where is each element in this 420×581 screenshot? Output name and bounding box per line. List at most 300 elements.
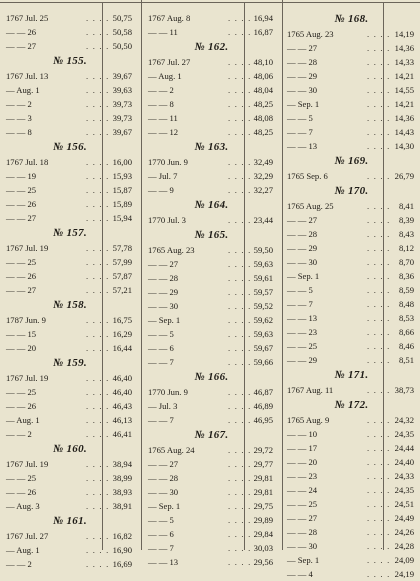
date-cell: — — 26 bbox=[6, 27, 37, 37]
dot-leaders: . . . . bbox=[86, 41, 110, 51]
date-cell: 1767 Jul. 19 bbox=[6, 243, 49, 253]
value-cell: 8,53 bbox=[398, 313, 414, 323]
dot-leaders: . . . . bbox=[228, 515, 252, 525]
date-cell: — — 28 bbox=[287, 527, 318, 537]
date-cell: 1767 Jul. 27 bbox=[148, 57, 191, 67]
dot-leaders: . . . . bbox=[86, 99, 110, 109]
date-cell: — — 3 bbox=[6, 113, 32, 123]
table-row bbox=[142, 327, 281, 341]
dot-leaders: . . . . bbox=[228, 215, 252, 225]
date-cell: — — 30 bbox=[148, 487, 179, 497]
table-row bbox=[142, 111, 281, 125]
dot-leaders: . . . . bbox=[367, 541, 391, 551]
dot-leaders: . . . . bbox=[367, 85, 391, 95]
date-cell: — — 4 bbox=[287, 569, 313, 579]
date-cell: — — 7 bbox=[148, 543, 174, 553]
table-row bbox=[283, 111, 420, 125]
date-cell: 1770 Jul. 3 bbox=[148, 215, 186, 225]
dot-leaders: . . . . bbox=[367, 299, 391, 309]
dot-leaders: . . . . bbox=[86, 157, 110, 167]
dot-leaders: . . . . bbox=[86, 199, 110, 209]
table-row bbox=[142, 243, 281, 257]
column-1 bbox=[0, 0, 140, 569]
series-number-heading: № 158. bbox=[53, 299, 87, 311]
column-2 bbox=[141, 0, 281, 567]
table-row bbox=[142, 499, 281, 513]
value-cell: 14,21 bbox=[394, 99, 414, 109]
value-cell: 24,51 bbox=[394, 499, 414, 509]
table-row bbox=[142, 69, 281, 83]
dot-leaders: . . . . bbox=[86, 315, 110, 325]
date-cell: — — 30 bbox=[287, 541, 318, 551]
value-cell: 50,75 bbox=[112, 13, 132, 23]
value-cell: 14,55 bbox=[394, 85, 414, 95]
table-row bbox=[142, 257, 281, 271]
table-row bbox=[142, 385, 281, 399]
dot-leaders: . . . . bbox=[367, 201, 391, 211]
date-cell: — — 29 bbox=[287, 243, 318, 253]
series-number-heading: № 159. bbox=[53, 357, 87, 369]
table-row bbox=[142, 11, 281, 25]
date-cell: — Aug. 1 bbox=[6, 415, 40, 425]
date-cell: — — 30 bbox=[287, 257, 318, 267]
series-number-heading: № 169. bbox=[334, 155, 369, 167]
value-cell: 46,13 bbox=[112, 415, 132, 425]
date-cell: — Sep. 1 bbox=[287, 271, 320, 281]
dot-leaders: . . . . bbox=[367, 415, 391, 425]
table-row bbox=[0, 529, 140, 543]
value-cell: 24,33 bbox=[394, 471, 414, 481]
table-row bbox=[0, 327, 140, 341]
dot-leaders: . . . . bbox=[367, 215, 391, 225]
dot-leaders: . . . . bbox=[228, 473, 252, 483]
date-cell: — — 29 bbox=[287, 355, 318, 365]
dot-leaders: . . . . bbox=[86, 127, 110, 137]
dot-leaders: . . . . bbox=[228, 301, 252, 311]
value-cell: 8,39 bbox=[398, 215, 414, 225]
table-row bbox=[0, 385, 140, 399]
column-3 bbox=[282, 0, 420, 579]
table-row bbox=[142, 125, 281, 139]
dot-leaders: . . . . bbox=[367, 471, 391, 481]
value-cell: 8,12 bbox=[398, 243, 414, 253]
series-number-heading: № 170. bbox=[334, 185, 369, 197]
date-cell: 1765 Aug. 25 bbox=[287, 201, 334, 211]
dot-leaders: . . . . bbox=[86, 329, 110, 339]
series-number-heading: № 168. bbox=[334, 13, 369, 25]
dot-leaders: . . . . bbox=[228, 185, 252, 195]
value-cell: 24,35 bbox=[394, 485, 414, 495]
dot-leaders: . . . . bbox=[228, 85, 252, 95]
dot-leaders: . . . . bbox=[228, 315, 252, 325]
date-cell: 1767 Jul. 18 bbox=[6, 157, 49, 167]
date-cell: — — 27 bbox=[287, 43, 318, 53]
dot-leaders: . . . . bbox=[228, 445, 252, 455]
value-cell: 39,73 bbox=[112, 99, 132, 109]
dot-leaders: . . . . bbox=[367, 285, 391, 295]
table-row bbox=[0, 211, 140, 225]
series-number-heading: № 160. bbox=[53, 443, 87, 455]
table-row bbox=[283, 469, 420, 483]
value-cell: 59,66 bbox=[253, 357, 273, 367]
date-cell: 1765 Aug. 23 bbox=[148, 245, 195, 255]
dot-leaders: . . . . bbox=[86, 415, 110, 425]
date-cell: — — 10 bbox=[287, 429, 318, 439]
dot-leaders: . . . . bbox=[86, 271, 110, 281]
value-cell: 38,91 bbox=[112, 501, 132, 511]
dot-leaders: . . . . bbox=[367, 327, 391, 337]
dot-leaders: . . . . bbox=[367, 43, 391, 53]
date-cell: — — 2 bbox=[6, 429, 32, 439]
value-cell: 24,35 bbox=[394, 429, 414, 439]
table-row bbox=[142, 271, 281, 285]
value-cell: 29,89 bbox=[253, 515, 273, 525]
dot-leaders: . . . . bbox=[228, 157, 252, 167]
table-row bbox=[142, 55, 281, 69]
dot-leaders: . . . . bbox=[86, 501, 110, 511]
date-cell: — — 28 bbox=[287, 57, 318, 67]
table-row bbox=[142, 299, 281, 313]
date-cell: — — 6 bbox=[148, 529, 174, 539]
date-cell: — — 27 bbox=[148, 259, 179, 269]
value-cell: 14,43 bbox=[394, 127, 414, 137]
value-cell: 32,29 bbox=[253, 171, 273, 181]
table-row bbox=[0, 255, 140, 269]
date-cell: — — 27 bbox=[6, 285, 37, 295]
series-number-heading: № 167. bbox=[194, 429, 229, 441]
value-cell: 15,94 bbox=[112, 213, 132, 223]
table-row bbox=[283, 497, 420, 511]
value-cell: 46,40 bbox=[112, 373, 132, 383]
table-row bbox=[283, 427, 420, 441]
table-row bbox=[283, 55, 420, 69]
value-cell: 59,62 bbox=[253, 315, 273, 325]
value-cell: 48,08 bbox=[253, 113, 273, 123]
date-cell: — Sep. 1 bbox=[148, 315, 181, 325]
value-cell: 46,89 bbox=[253, 401, 273, 411]
value-cell: 16,75 bbox=[112, 315, 132, 325]
dot-leaders: . . . . bbox=[228, 127, 252, 137]
table-row bbox=[142, 457, 281, 471]
dot-leaders: . . . . bbox=[228, 259, 252, 269]
date-cell: — — 27 bbox=[148, 459, 179, 469]
date-cell: — — 17 bbox=[287, 443, 318, 453]
table-row bbox=[283, 269, 420, 283]
value-cell: 26,79 bbox=[394, 171, 414, 181]
table-row bbox=[0, 485, 140, 499]
value-cell: 46,40 bbox=[112, 387, 132, 397]
dot-leaders: . . . . bbox=[86, 545, 110, 555]
date-cell: — — 30 bbox=[148, 301, 179, 311]
value-cell: 29,75 bbox=[253, 501, 273, 511]
date-cell: — — 26 bbox=[6, 401, 37, 411]
table-row bbox=[142, 155, 281, 169]
date-cell: — — 23 bbox=[287, 471, 318, 481]
value-cell: 8,43 bbox=[398, 229, 414, 239]
table-row bbox=[283, 139, 420, 153]
date-cell: — Jul. 7 bbox=[148, 171, 178, 181]
date-cell: — — 13 bbox=[148, 557, 179, 567]
date-cell: — — 28 bbox=[148, 273, 179, 283]
dot-leaders: . . . . bbox=[367, 99, 391, 109]
value-cell: 16,69 bbox=[112, 559, 132, 569]
dot-leaders: . . . . bbox=[86, 487, 110, 497]
dot-leaders: . . . . bbox=[86, 171, 110, 181]
table-row bbox=[0, 399, 140, 413]
value-cell: 46,95 bbox=[253, 415, 273, 425]
value-cell: 38,94 bbox=[112, 459, 132, 469]
table-row bbox=[0, 471, 140, 485]
date-cell: — — 26 bbox=[6, 271, 37, 281]
date-cell: — — 15 bbox=[6, 329, 37, 339]
value-cell: 59,57 bbox=[253, 287, 273, 297]
dot-leaders: . . . . bbox=[367, 141, 391, 151]
dot-leaders: . . . . bbox=[367, 429, 391, 439]
table-row bbox=[0, 155, 140, 169]
value-cell: 29,56 bbox=[253, 557, 273, 567]
dot-leaders: . . . . bbox=[86, 113, 110, 123]
table-row bbox=[283, 69, 420, 83]
series-number-heading: № 166. bbox=[194, 371, 229, 383]
value-cell: 24,49 bbox=[394, 513, 414, 523]
table-row bbox=[142, 443, 281, 457]
value-cell: 8,36 bbox=[398, 271, 414, 281]
value-cell: 15,89 bbox=[112, 199, 132, 209]
value-cell: 14,36 bbox=[394, 43, 414, 53]
date-cell: — — 2 bbox=[148, 85, 174, 95]
date-cell: — Aug. 3 bbox=[6, 501, 40, 511]
value-cell: 59,61 bbox=[253, 273, 273, 283]
table-row bbox=[0, 25, 140, 39]
value-cell: 48,06 bbox=[253, 71, 273, 81]
table-row bbox=[0, 313, 140, 327]
table-row bbox=[142, 213, 281, 227]
value-cell: 32,49 bbox=[253, 157, 273, 167]
table-row bbox=[142, 527, 281, 541]
table-row bbox=[0, 241, 140, 255]
table-row bbox=[142, 341, 281, 355]
dot-leaders: . . . . bbox=[367, 113, 391, 123]
value-cell: 59,63 bbox=[253, 259, 273, 269]
table-row bbox=[142, 471, 281, 485]
date-cell: — — 26 bbox=[6, 199, 37, 209]
table-row bbox=[0, 169, 140, 183]
date-cell: 1765 Sep. 6 bbox=[287, 171, 328, 181]
value-cell: 29,81 bbox=[253, 473, 273, 483]
series-number-heading: № 164. bbox=[194, 199, 229, 211]
table-row bbox=[283, 413, 420, 427]
date-cell: — — 5 bbox=[287, 285, 313, 295]
dot-leaders: . . . . bbox=[86, 559, 110, 569]
date-cell: 1765 Aug. 9 bbox=[287, 415, 330, 425]
value-cell: 15,93 bbox=[112, 171, 132, 181]
value-cell: 8,46 bbox=[398, 341, 414, 351]
series-number-heading: № 165. bbox=[194, 229, 229, 241]
value-cell: 59,50 bbox=[253, 245, 273, 255]
date-cell: — — 19 bbox=[6, 171, 37, 181]
table-row bbox=[283, 227, 420, 241]
value-cell: 24,09 bbox=[394, 555, 414, 565]
table-row bbox=[0, 557, 140, 571]
dot-leaders: . . . . bbox=[367, 229, 391, 239]
date-cell: 1765 Aug. 23 bbox=[287, 29, 334, 39]
value-cell: 46,41 bbox=[112, 429, 132, 439]
dot-leaders: . . . . bbox=[228, 71, 252, 81]
date-cell: 1770 Jun. 9 bbox=[148, 157, 188, 167]
date-cell: — — 29 bbox=[287, 71, 318, 81]
table-row bbox=[283, 97, 420, 111]
table-row bbox=[0, 11, 140, 25]
date-cell: — — 7 bbox=[287, 299, 313, 309]
dot-leaders: . . . . bbox=[86, 401, 110, 411]
dot-leaders: . . . . bbox=[228, 487, 252, 497]
series-number-heading: № 172. bbox=[334, 399, 369, 411]
table-row bbox=[0, 125, 140, 139]
table-row bbox=[142, 485, 281, 499]
value-cell: 39,73 bbox=[112, 113, 132, 123]
series-number-heading: № 162. bbox=[194, 41, 229, 53]
date-cell: — — 12 bbox=[148, 127, 179, 137]
dot-leaders: . . . . bbox=[367, 569, 391, 579]
date-cell: 1767 Aug. 11 bbox=[287, 385, 334, 395]
table-row bbox=[283, 41, 420, 55]
dot-leaders: . . . . bbox=[86, 387, 110, 397]
dot-leaders: . . . . bbox=[86, 13, 110, 23]
value-cell: 48,04 bbox=[253, 85, 273, 95]
value-cell: 24,26 bbox=[394, 527, 414, 537]
date-cell: — — 27 bbox=[287, 215, 318, 225]
dot-leaders: . . . . bbox=[228, 415, 252, 425]
table-row bbox=[283, 553, 420, 567]
table-row bbox=[142, 413, 281, 427]
date-cell: — — 27 bbox=[287, 513, 318, 523]
date-cell: — Sep. 1 bbox=[148, 501, 181, 511]
value-cell: 8,59 bbox=[398, 285, 414, 295]
date-cell: — — 27 bbox=[6, 213, 37, 223]
dot-leaders: . . . . bbox=[228, 171, 252, 181]
date-cell: — — 9 bbox=[148, 185, 174, 195]
dot-leaders: . . . . bbox=[367, 385, 391, 395]
dot-leaders: . . . . bbox=[367, 171, 391, 181]
value-cell: 57,78 bbox=[112, 243, 132, 253]
date-cell: — — 20 bbox=[287, 457, 318, 467]
date-cell: — — 25 bbox=[6, 387, 37, 397]
dot-leaders: . . . . bbox=[86, 27, 110, 37]
table-row bbox=[283, 297, 420, 311]
dot-leaders: . . . . bbox=[228, 387, 252, 397]
column-body bbox=[142, 11, 281, 567]
dot-leaders: . . . . bbox=[228, 99, 252, 109]
value-cell: 16,44 bbox=[112, 343, 132, 353]
date-cell: — — 25 bbox=[6, 257, 37, 267]
table-row bbox=[283, 283, 420, 297]
date-cell: — — 7 bbox=[148, 415, 174, 425]
value-cell: 24,28 bbox=[394, 541, 414, 551]
value-cell: 50,58 bbox=[112, 27, 132, 37]
dot-leaders: . . . . bbox=[86, 257, 110, 267]
table-row bbox=[0, 83, 140, 97]
date-cell: — — 8 bbox=[6, 127, 32, 137]
table-row bbox=[0, 111, 140, 125]
dot-leaders: . . . . bbox=[228, 113, 252, 123]
table-row bbox=[283, 255, 420, 269]
value-cell: 38,73 bbox=[394, 385, 414, 395]
table-row bbox=[0, 97, 140, 111]
table-row bbox=[283, 511, 420, 525]
value-cell: 59,52 bbox=[253, 301, 273, 311]
dot-leaders: . . . . bbox=[228, 329, 252, 339]
dot-leaders: . . . . bbox=[228, 357, 252, 367]
date-cell: 1767 Jul. 13 bbox=[6, 71, 49, 81]
value-cell: 8,70 bbox=[398, 257, 414, 267]
date-cell: 1767 Jul. 19 bbox=[6, 459, 49, 469]
column-body bbox=[283, 11, 420, 579]
table-row bbox=[0, 283, 140, 297]
table-row bbox=[142, 313, 281, 327]
value-cell: 14,30 bbox=[394, 141, 414, 151]
table-row bbox=[142, 399, 281, 413]
dot-leaders: . . . . bbox=[367, 57, 391, 67]
table-row bbox=[283, 27, 420, 41]
table-row bbox=[283, 455, 420, 469]
table-row bbox=[0, 39, 140, 53]
date-cell: 1767 Jul. 25 bbox=[6, 13, 49, 23]
dot-leaders: . . . . bbox=[228, 401, 252, 411]
table-row bbox=[283, 213, 420, 227]
table-row bbox=[283, 525, 420, 539]
date-cell: — Sep. 1 bbox=[287, 555, 320, 565]
table-row bbox=[283, 83, 420, 97]
table-row bbox=[283, 325, 420, 339]
date-cell: — — 27 bbox=[6, 41, 37, 51]
value-cell: 29,84 bbox=[253, 529, 273, 539]
date-cell: — — 25 bbox=[287, 341, 318, 351]
dot-leaders: . . . . bbox=[228, 273, 252, 283]
table-row bbox=[142, 513, 281, 527]
dot-leaders: . . . . bbox=[228, 13, 252, 23]
value-cell: 24,40 bbox=[394, 457, 414, 467]
date-cell: — — 25 bbox=[6, 473, 37, 483]
value-cell: 16,82 bbox=[112, 531, 132, 541]
table-row bbox=[0, 457, 140, 471]
dot-leaders: . . . . bbox=[367, 127, 391, 137]
table-row bbox=[0, 183, 140, 197]
table-row bbox=[0, 269, 140, 283]
dot-leaders: . . . . bbox=[86, 85, 110, 95]
value-cell: 14,19 bbox=[394, 29, 414, 39]
value-cell: 57,87 bbox=[112, 271, 132, 281]
dot-leaders: . . . . bbox=[228, 27, 252, 37]
value-cell: 16,90 bbox=[112, 545, 132, 555]
date-cell: 1767 Jul. 19 bbox=[6, 373, 49, 383]
table-row bbox=[0, 341, 140, 355]
value-cell: 38,99 bbox=[112, 473, 132, 483]
dot-leaders: . . . . bbox=[228, 557, 252, 567]
date-cell: — — 5 bbox=[287, 113, 313, 123]
dot-leaders: . . . . bbox=[367, 499, 391, 509]
series-number-heading: № 163. bbox=[194, 141, 229, 153]
value-cell: 23,44 bbox=[253, 215, 273, 225]
table-row bbox=[283, 199, 420, 213]
table-row bbox=[142, 169, 281, 183]
value-cell: 16,29 bbox=[112, 329, 132, 339]
value-cell: 50,50 bbox=[112, 41, 132, 51]
table-row bbox=[142, 97, 281, 111]
dot-leaders: . . . . bbox=[86, 373, 110, 383]
column-body bbox=[0, 11, 140, 569]
date-cell: — — 8 bbox=[148, 99, 174, 109]
date-cell: — — 23 bbox=[287, 327, 318, 337]
